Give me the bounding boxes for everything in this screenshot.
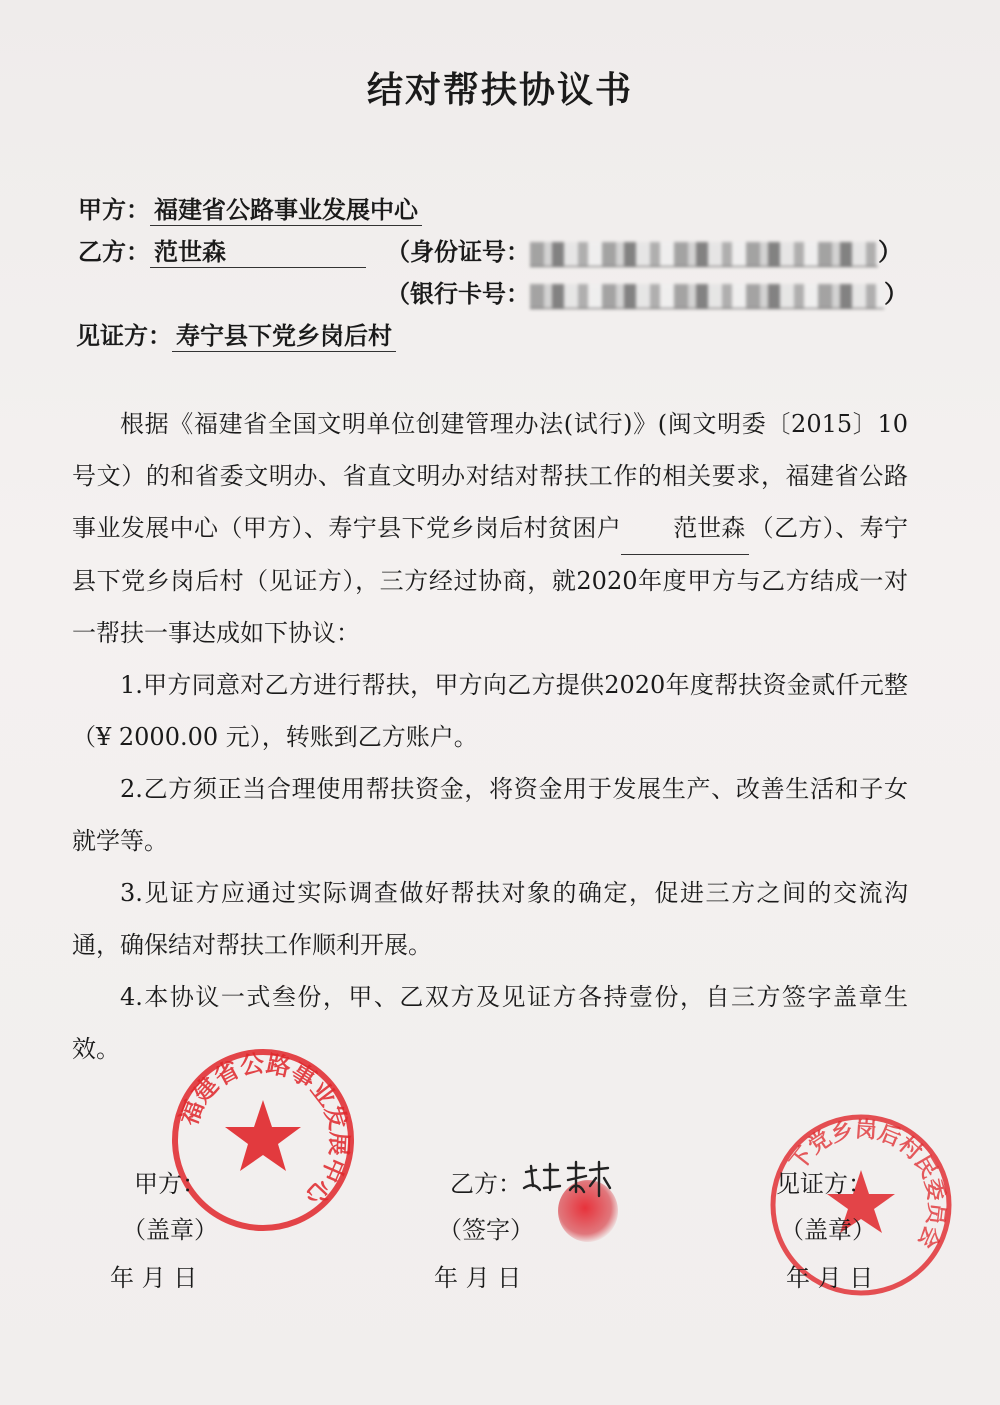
seal-a-text: 福建省公路事业发展中心: [174, 1049, 354, 1211]
sig-party-b-label: 乙方：: [450, 1170, 522, 1198]
id-number-label: （身份证号：: [386, 237, 530, 266]
witness-line: [76, 316, 396, 352]
clause-3: 3.见证方应通过实际调查做好帮扶对象的确定，促进三方之间的交流沟通，确保结对帮扶工作顺利开展。: [72, 879, 908, 959]
party-b-line: [78, 232, 366, 268]
preamble-text-1: 根据《福建省全国文明单位创建管理办法(试行)》(闽文明委〔2015〕10号文）的和省委文明办、省直文明办对结对帮扶工作的相关要求，福建省公路事业发展中心（甲方）、寿宁县下党乡岗后村贫困户: [72, 410, 908, 542]
sig-witness-label: 见证方：: [776, 1170, 872, 1198]
sig-party-b-note: （签字）: [438, 1216, 534, 1244]
id-number-line: [386, 232, 902, 267]
bank-card-redacted: [530, 284, 884, 309]
witness-name: 寿宁县下党乡岗后村: [172, 316, 396, 352]
clause-1: 1.甲方同意对乙方进行帮扶，甲方向乙方提供2020年度帮扶资金贰仟元整（¥ 2000.00 元），转账到乙方账户。: [72, 671, 908, 751]
preamble-party-b-name: 范世森: [621, 502, 749, 555]
seal-witness-text: 下党乡岗后村民委员会: [785, 1117, 949, 1253]
document-title: 结对帮扶协议书: [366, 69, 633, 111]
bank-card-line: [386, 274, 908, 309]
sig-witness-date: 年 月 日: [786, 1264, 874, 1292]
clause-2: 2.乙方须正当合理使用帮扶资金，将资金用于发展生产、改善生活和子女就学等。: [72, 775, 908, 855]
sig-party-a-note: （盖章）: [122, 1216, 218, 1244]
id-close-paren: ）: [878, 237, 902, 266]
preamble-paragraph: [72, 398, 908, 659]
preamble-text-2: （乙方）、寿宁县下党乡岗后村（见证方），三方经过协商，就2020年度甲方与乙方结成一对一帮扶一事达成如下协议：: [72, 514, 909, 647]
bank-close-paren: ）: [884, 279, 908, 308]
handwritten-signature-icon: [520, 1158, 616, 1202]
witness-label: 见证方：: [76, 321, 172, 350]
party-a-name: 福建省公路事业发展中心: [150, 190, 422, 226]
party-b-label: 乙方：: [78, 237, 150, 266]
party-a-label: 甲方：: [78, 195, 150, 224]
clause-4: 4.本协议一式叁份，甲、乙双方及见证方各持壹份，自三方签字盖章生效。: [72, 983, 908, 1063]
party-b-name: 范世森: [150, 232, 366, 268]
party-a-seal-icon: [168, 1045, 358, 1235]
id-number-redacted: [530, 242, 878, 267]
sig-party-a-label: 甲方：: [134, 1170, 206, 1198]
party-a-line: [78, 190, 422, 226]
bank-card-label: （银行卡号：: [386, 279, 530, 308]
sig-witness-note: （盖章）: [780, 1216, 876, 1244]
agreement-body: [72, 398, 908, 1075]
sig-party-a-date: 年 月 日: [110, 1264, 198, 1292]
sig-party-b-date: 年 月 日: [434, 1264, 522, 1292]
